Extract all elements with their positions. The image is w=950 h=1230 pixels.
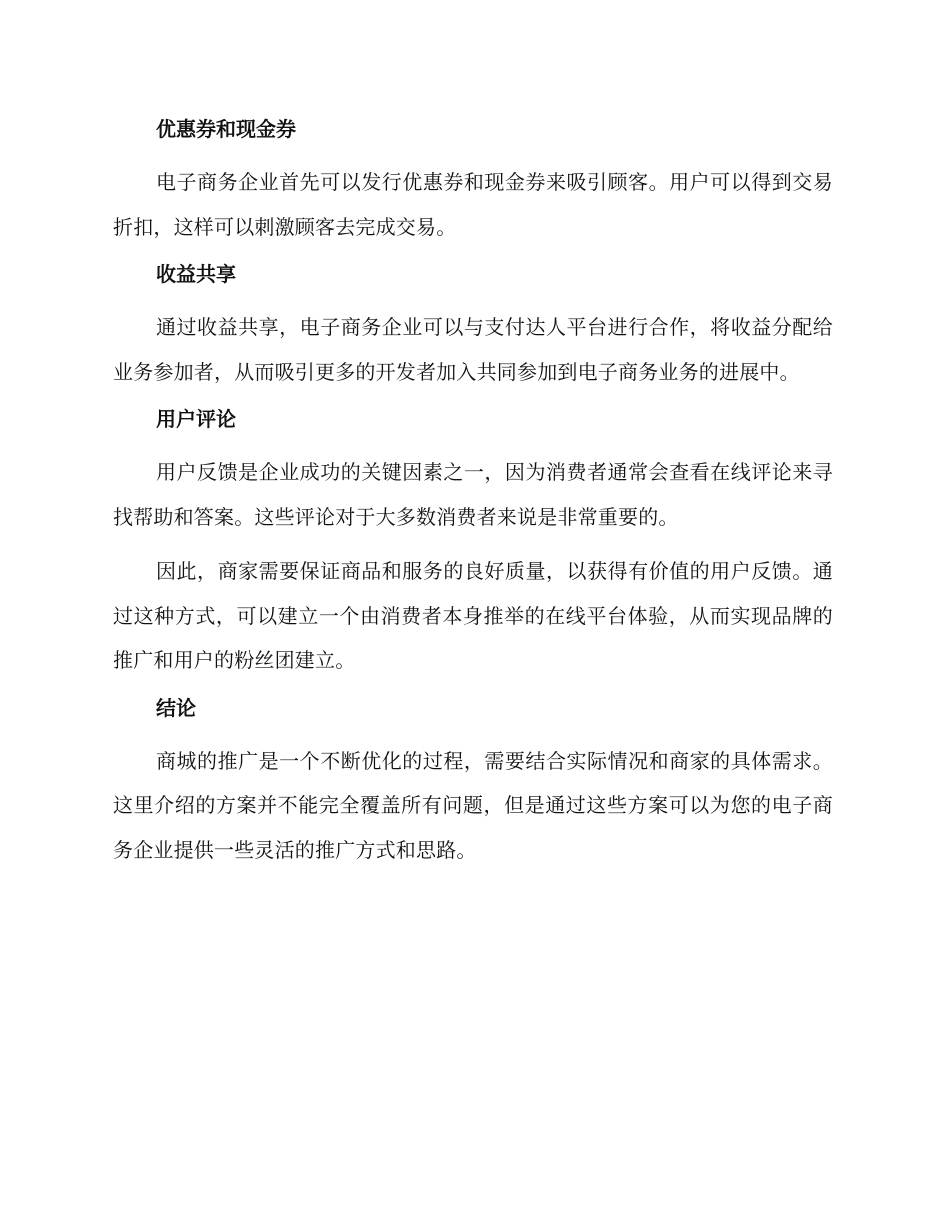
section-heading: 用户评论	[156, 407, 236, 431]
section-coupons	[113, 114, 833, 249]
section-user-reviews	[113, 404, 833, 683]
section-paragraph: 电子商务企业首先可以发行优惠券和现金券来吸引顾客。用户可以得到交易折扣，这样可以刺激顾客去完成交易。	[113, 170, 833, 239]
section-paragraph: 通过收益共享，电子商务企业可以与支付达人平台进行合作，将收益分配给业务参加者，从而吸引更多的开发者加入共同参加到电子商务业务的进展中。	[113, 315, 833, 384]
section-paragraph: 商城的推广是一个不断优化的过程，需要结合实际情况和商家的具体需求。这里介绍的方案并不能完全覆盖所有问题，但是通过这些方案可以为您的电子商务企业提供一些灵活的推广方式和思路。	[113, 748, 833, 862]
section-heading: 收益共享	[156, 262, 236, 286]
section-heading: 结论	[156, 695, 196, 720]
section-heading: 优惠券和现金券	[156, 117, 296, 141]
document-page	[113, 108, 833, 882]
section-revenue-sharing	[113, 259, 833, 394]
section-paragraph: 用户反馈是企业成功的关键因素之一，因为消费者通常会查看在线评论来寻找帮助和答案。这些评论对于大多数消费者来说是非常重要的。	[113, 460, 833, 529]
section-paragraph: 因此，商家需要保证商品和服务的良好质量，以获得有价值的用户反馈。通过这种方式，可以建立一个由消费者本身推举的在线平台体验，从而实现品牌的推广和用户的粉丝团建立。	[113, 559, 833, 672]
section-conclusion	[113, 693, 833, 873]
